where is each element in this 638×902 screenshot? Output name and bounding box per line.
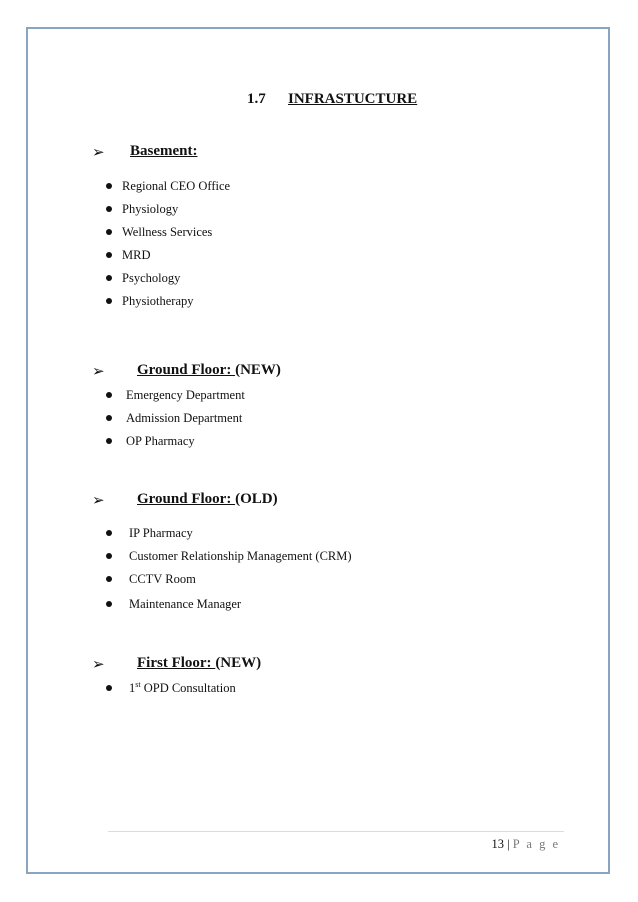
bullet-icon bbox=[106, 298, 112, 304]
page-border bbox=[26, 27, 610, 874]
page-word: P a g e bbox=[512, 837, 560, 851]
first-floor-new-label: First Floor: bbox=[137, 655, 216, 671]
arrow-bullet-icon: ➢ bbox=[92, 493, 105, 509]
bullet-icon bbox=[106, 576, 112, 582]
page-number: 13 bbox=[491, 837, 505, 851]
bullet-icon bbox=[106, 392, 112, 398]
bullet-icon bbox=[106, 275, 112, 281]
ground-floor-new-tag: (NEW) bbox=[235, 362, 281, 378]
ground-floor-old-label: Ground Floor: bbox=[137, 491, 236, 507]
bullet-icon bbox=[106, 206, 112, 212]
arrow-bullet-icon: ➢ bbox=[92, 657, 105, 673]
bullet-icon bbox=[106, 252, 112, 258]
ordinal-number: 1 bbox=[129, 681, 136, 695]
item-text: OPD Consultation bbox=[140, 681, 236, 695]
bullet-icon bbox=[106, 601, 112, 607]
footer-separator: | bbox=[507, 837, 510, 851]
first-floor-new-tag: (NEW) bbox=[215, 655, 262, 671]
ground-floor-new-label: Ground Floor: bbox=[137, 362, 236, 378]
ordinal-suffix: st bbox=[135, 679, 141, 689]
bullet-icon bbox=[106, 438, 112, 444]
arrow-bullet-icon: ➢ bbox=[92, 364, 105, 380]
section-number: 1.7 bbox=[247, 91, 266, 107]
arrow-bullet-icon: ➢ bbox=[92, 145, 105, 161]
bullet-icon bbox=[106, 415, 112, 421]
page-footer bbox=[0, 837, 560, 852]
footer-divider bbox=[108, 831, 564, 832]
ground-floor-old-tag: (OLD) bbox=[235, 491, 278, 507]
bullet-icon bbox=[106, 553, 112, 559]
bullet-icon bbox=[106, 685, 112, 691]
basement-label: Basement: bbox=[130, 143, 198, 159]
bullet-icon bbox=[106, 530, 112, 536]
bullet-icon bbox=[106, 229, 112, 235]
section-title: INFRASTUCTURE bbox=[288, 91, 418, 107]
bullet-icon bbox=[106, 183, 112, 189]
